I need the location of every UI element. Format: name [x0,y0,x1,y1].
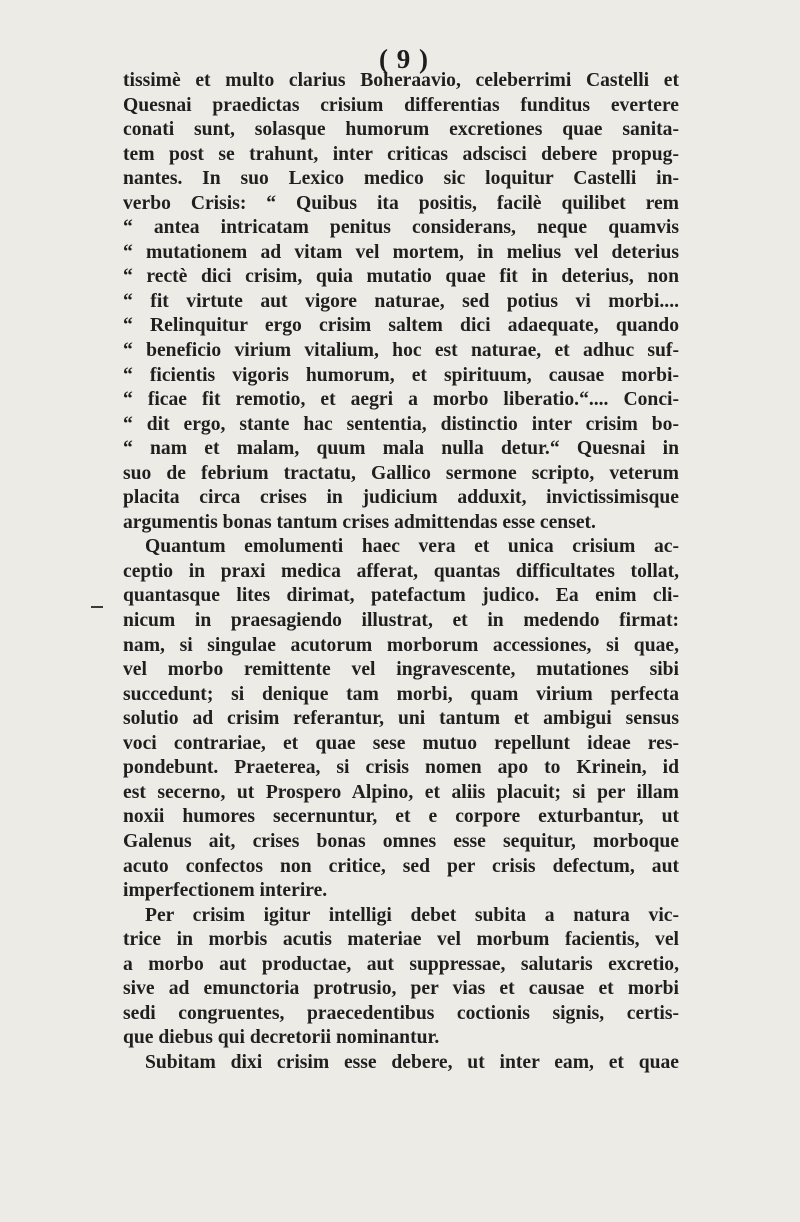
text-line: succedunt; si denique tam morbi, quam virium perfecta [123,683,679,705]
text-line: est secerno, ut Prospero Alpino, et aliis placuit; si per illam [123,781,679,803]
text-line: a morbo aut productae, aut suppressae, salutaris excretio, [123,953,679,975]
text-line: Per crisim igitur intelligi debet subita a natura vic- [145,904,679,926]
text-line: “ rectè dici crisim, quia mutatio quae fit in deterius, non [123,266,679,288]
text-line: “ Relinquitur ergo crisim saltem dici adaequate, quando [123,315,679,337]
text-line: ceptio in praxi medica afferat, quantas difficultates tollat, [123,560,679,582]
text-line: solutio ad crisim referantur, uni tantum et ambigui sensus [123,708,679,730]
text-line: nam, si singulae acutorum morborum accessiones, si quae, [123,634,679,656]
text-line: “ ficientis vigoris humorum, et spirituum, causae morbi- [123,364,679,386]
text-line: Quantum emolumenti haec vera et unica crisium ac- [145,536,679,558]
text-line: Galenus ait, crises bonas omnes esse sequitur, morboque [123,830,679,852]
margin-mark [91,606,103,608]
text-line: vel morbo remittente vel ingravescente, mutationes sibi [123,659,679,681]
text-line: imperfectionem interire. [123,880,328,902]
text-line: sive ad emunctoria protrusio, per vias et causae et morbi [123,978,679,1000]
text-line: “ nam et malam, quum mala nulla detur.“ Quesnai in [123,438,679,460]
text-line: verbo Crisis: “ Quibus ita positis, facilè quilibet rem [123,192,679,214]
text-line: Subitam dixi crisim esse debere, ut inter eam, et quae [145,1051,679,1073]
text-line: nantes. In suo Lexico medico sic loquitur Castelli in- [123,168,679,190]
text-line: acuto confectos non critice, sed per crisis defectum, aut [123,855,679,877]
page-number: ( 9 ) [379,44,429,74]
text-line: “ dit ergo, stante hac sententia, distinctio inter crisim bo- [123,413,679,435]
text-line: “ antea intricatam penitus considerans, neque quamvis [123,217,679,239]
text-line: sedi congruentes, praecedentibus coctionis signis, certis- [123,1002,679,1024]
text-line: quantasque lites dirimat, patefactum judico. Ea enim cli- [123,585,679,607]
text-line: nicum in praesagiendo illustrat, et in medendo firmat: [123,610,679,632]
text-line: Quesnai praedictas crisium differentias funditus evertere [123,94,679,116]
text-line: “ beneficio virium vitalium, hoc est naturae, et adhuc suf- [123,340,679,362]
text-line: “ ficae fit remotio, et aegri a morbo liberatio.“.... Conci- [123,389,679,411]
text-line: “ mutationem ad vitam vel mortem, in melius vel deterius [123,241,679,263]
text-line: pondebunt. Praeterea, si crisis nomen apo to Krinein, id [123,757,679,779]
text-line: placita circa crises in judicium adduxit, invictissimisque [123,487,679,509]
text-line: noxii humores secernuntur, et e corpore exturbantur, ut [123,806,679,828]
text-line: tem post se trahunt, inter criticas adscisci debere propug- [123,143,679,165]
text-line: voci contrariae, et quae sese mutuo repellunt ideae res- [123,732,679,754]
text-line: tissimè et multo clarius Boheraavio, celeberrimi Castelli et [123,70,679,91]
text-line: que diebus qui decretorii nominantur. [123,1027,440,1049]
text-line: trice in morbis acutis materiae vel morbum facientis, vel [123,929,679,951]
text-line: suo de febrium tractatu, Gallico sermone scripto, veterum [123,462,679,484]
body-text [123,69,679,1075]
text-line: argumentis bonas tantum crises admittendas esse censet. [123,511,596,533]
text-line: “ fit virtute aut vigore naturae, sed potius vi morbi.... [123,290,679,312]
text-line: conati sunt, solasque humorum excretiones quae sanita- [123,119,679,141]
